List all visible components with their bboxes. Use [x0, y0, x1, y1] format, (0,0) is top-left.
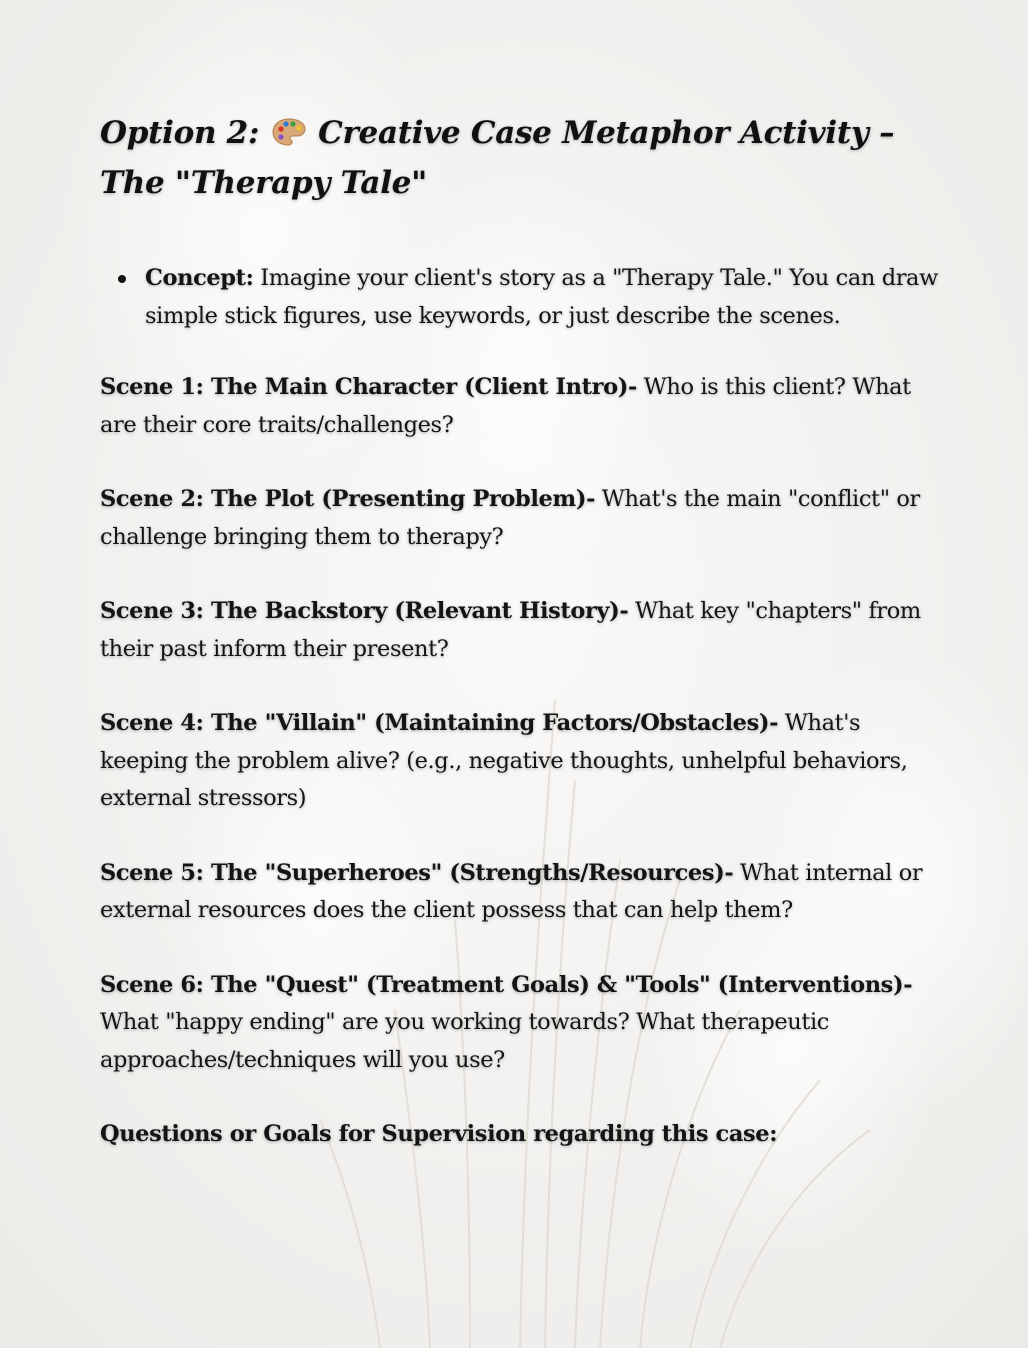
scene-label: Scene 6: The "Quest" (Treatment Goals) & "Tools" (Interventions)-	[100, 971, 913, 998]
scene-label: Scene 1: The Main Character (Client Intro)-	[100, 374, 637, 400]
scene-text: What "happy ending" are you working towards? What therapeutic approaches/techniques will you use?	[100, 1009, 829, 1073]
scene-1	[100, 369, 950, 444]
scene-3	[100, 593, 950, 668]
concept-list	[100, 260, 950, 335]
concept-text: Imagine your client's story as a "Therapy Tale." You can draw simple stick figures, use keywords, or just describe the scenes.	[145, 265, 938, 329]
artist-palette-icon	[272, 117, 306, 147]
scene-text: What's keeping the problem alive? (e.g., negative thoughts, unhelpful behaviors, external stressors)	[100, 710, 908, 811]
concept-label: Concept:	[145, 265, 254, 291]
concept-item	[145, 260, 950, 335]
title-prefix: Option 2:	[100, 115, 260, 151]
scene-text: What internal or external resources does the client possess that can help them?	[100, 859, 923, 923]
scene-4	[100, 705, 950, 818]
document-page	[100, 108, 950, 1154]
scene-label: Scene 2: The Plot (Presenting Problem)-	[100, 486, 596, 512]
scene-text: Who is this client? What are their core traits/challenges?	[100, 374, 911, 438]
scene-5	[100, 855, 950, 930]
scene-label: Scene 4: The "Villain" (Maintaining Factors/Obstacles)-	[100, 710, 779, 736]
scene-label: Scene 3: The Backstory (Relevant History)-	[100, 598, 629, 624]
scene-text: What's the main "conflict" or challenge bringing them to therapy?	[100, 486, 920, 550]
bullet-icon	[118, 275, 126, 283]
page-title	[100, 108, 950, 208]
title-text: Creative Case Metaphor Activity – The "Therapy Tale"	[100, 115, 895, 201]
scene-label: Scene 5: The "Superheroes" (Strengths/Resources)-	[100, 859, 734, 886]
scene-6	[100, 967, 950, 1080]
scene-2	[100, 481, 950, 556]
scene-text: What key "chapters" from their past inform their present?	[100, 598, 921, 662]
supervision-questions-label: Questions or Goals for Supervision regarding this case:	[100, 1121, 778, 1147]
